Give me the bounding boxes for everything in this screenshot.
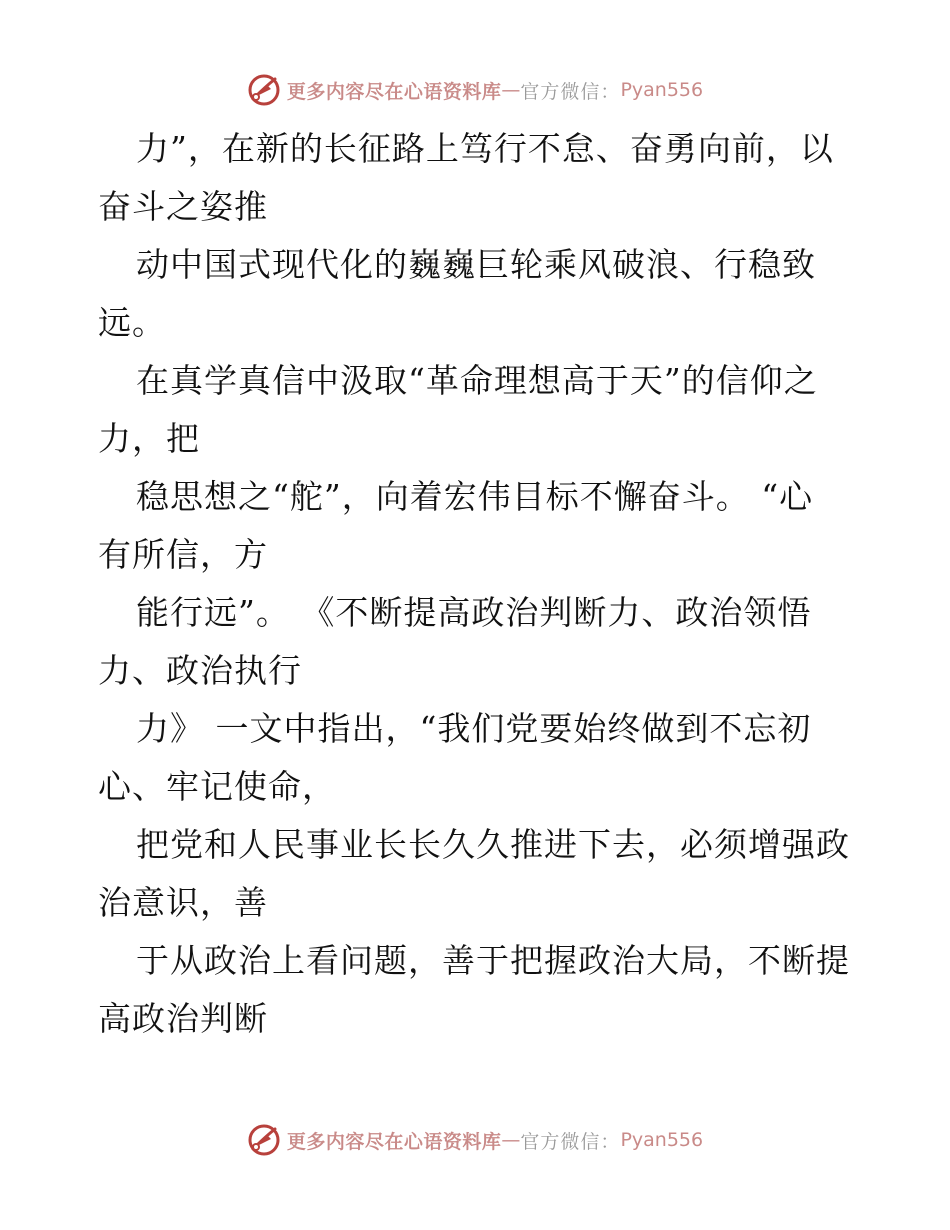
text-line: 能行远”。 《不断提高政治判断力、政治领悟 xyxy=(136,593,812,632)
brand-logo-icon xyxy=(247,73,281,107)
text-line: 力》 一文中指出，“我们党要始终做到不忘初 xyxy=(136,709,812,748)
banner-main-text: 更多内容尽在心语资料库 xyxy=(286,1130,502,1153)
text-line: 力、政治执行 xyxy=(98,651,302,690)
header-banner xyxy=(0,70,950,110)
brand-logo-icon xyxy=(247,1123,281,1157)
text-line: 奋斗之姿推 xyxy=(98,187,268,226)
banner-dash: — xyxy=(501,1129,521,1151)
text-line: 在真学真信中汲取“革命理想高于天”的信仰之 xyxy=(136,361,818,400)
banner-text xyxy=(287,1127,703,1154)
banner-wechat-id: Pyan556 xyxy=(620,1129,704,1151)
text-line: 治意识，善 xyxy=(98,883,268,922)
banner-official-label: 官方微信： xyxy=(520,80,621,103)
banner-text xyxy=(287,77,703,104)
text-line: 稳思想之“舵”，向着宏伟目标不懈奋斗。 “心 xyxy=(136,477,814,516)
text-line: 高政治判断 xyxy=(98,999,268,1038)
footer-banner xyxy=(0,1120,950,1160)
text-line: 远。 xyxy=(98,303,166,342)
text-line: 动中国式现代化的巍巍巨轮乘风破浪、行稳致 xyxy=(136,245,816,284)
text-line: 于从政治上看问题，善于把握政治大局，不断提 xyxy=(136,941,850,980)
banner-wechat-id: Pyan556 xyxy=(620,79,704,101)
text-line: 有所信，方 xyxy=(98,535,268,574)
banner-dash: — xyxy=(501,79,521,101)
text-line: 力”，在新的长征路上笃行不怠、奋勇向前，以 xyxy=(136,129,834,168)
banner-main-text: 更多内容尽在心语资料库 xyxy=(286,80,502,103)
text-line: 力，把 xyxy=(98,419,200,458)
text-line: 把党和人民事业长长久久推进下去，必须增强政 xyxy=(136,825,850,864)
document-body xyxy=(98,120,858,1048)
text-line: 心、牢记使命， xyxy=(98,767,336,806)
banner-official-label: 官方微信： xyxy=(520,1130,621,1153)
